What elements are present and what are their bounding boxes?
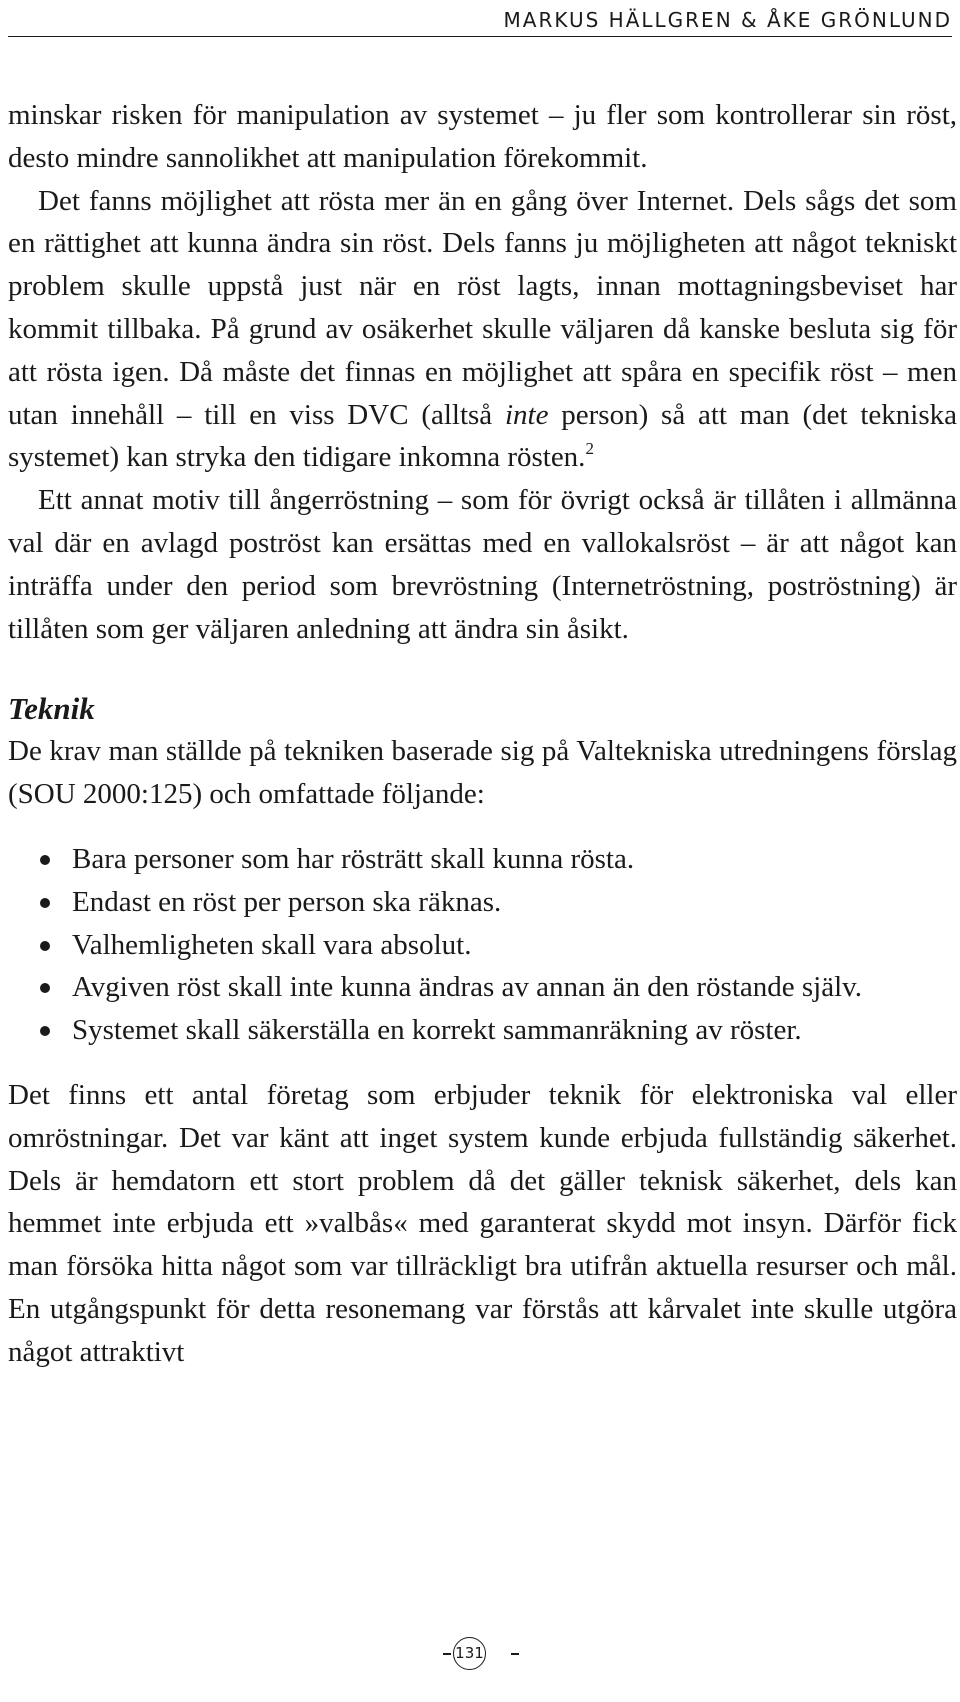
paragraph-1: minskar risken för manipulation av systemet – ju fler som kontrollerar sin röst, desto mindre sannolikhet att manipulation förekommit. bbox=[8, 99, 957, 174]
running-header-authors: MARKUS HÄLLGREN & ÅKE GRÖNLUND bbox=[503, 8, 952, 32]
paragraph-2-text-a: Det fanns möjlighet att rösta mer än en gång över Internet. Dels sågs det som en rättighet att kunna ändra sin röst. Dels fanns ju möjligheten att något tekniskt problem skulle uppstå just när en röst lagts, innan mottagningsbeviset har kommit tillbaka. På grund av osäkerhet skulle väljaren då kanske besluta sig för att rösta igen. Då måste det finnas en möjlighet att spåra en specifik röst – men utan innehåll – till en viss DVC (alltså bbox=[8, 184, 957, 431]
list-item-text: Bara personer som har rösträtt skall kunna rösta. bbox=[72, 842, 635, 875]
bullet-icon bbox=[40, 941, 50, 951]
paragraph-4: De krav man ställde på tekniken baserade sig på Valtekniska utredningens förslag (SOU 2000:125) och omfattade följande: bbox=[8, 735, 957, 811]
page-content bbox=[8, 94, 957, 1374]
list-item-text: Valhemligheten skall vara absolut. bbox=[72, 928, 472, 961]
folio-rule-left bbox=[443, 1653, 451, 1655]
page-number: 131 bbox=[453, 1637, 486, 1670]
list-item bbox=[8, 1009, 957, 1052]
bullet-icon bbox=[40, 1026, 50, 1036]
footnote-marker[interactable]: 2 bbox=[585, 439, 594, 459]
list-item-text: Systemet skall säkerställa en korrekt sammanräkning av röster. bbox=[72, 1014, 802, 1047]
list-item bbox=[8, 966, 957, 1009]
list-item bbox=[8, 881, 957, 924]
paragraph-2-text-b: person) så att man (det tekniska systemet) kan stryka den tidigare inkomna rösten. bbox=[8, 398, 957, 474]
paragraph-2-italic: inte bbox=[504, 398, 549, 431]
running-header bbox=[8, 6, 952, 37]
paragraph-3: Ett annat motiv till ångerröstning – som för övrigt också är tillåten i allmänna val där en avlagd poströst kan ersättas med en vallokalsröst – är att något kan inträffa under den period som brevröstning (Internetröstning, poströstning) är tillåten som ger väljaren anledning att ändra sin åsikt. bbox=[8, 484, 957, 645]
requirements-list bbox=[8, 838, 957, 1052]
bullet-icon bbox=[40, 855, 50, 865]
list-item-text: Endast en röst per person ska räknas. bbox=[72, 885, 502, 918]
page-footer bbox=[0, 1634, 960, 1674]
paragraph-5: Det finns ett antal företag som erbjuder teknik för elektroniska val eller omröstningar. Det var känt att inget system kunde erbjuda fullständig säkerhet. Dels är hemdatorn ett stort problem då det gäller teknisk säkerhet, dels kan hemmet inte erbjuda ett »valbås« med garanterat skydd mot insyn. Därför fick man försöka hitta något som var tillräckligt bra utifrån aktuella resurser och mål. En utgångspunkt för detta resonemang var förstås att kårvalet inte skulle utgöra något attraktivt bbox=[8, 1078, 957, 1368]
paragraph-2 bbox=[8, 180, 957, 480]
folio-rule-right bbox=[511, 1653, 519, 1655]
bullet-icon bbox=[40, 898, 50, 908]
list-item bbox=[8, 838, 957, 881]
list-item-text: Avgiven röst skall inte kunna ändras av annan än den röstande själv. bbox=[72, 971, 863, 1004]
list-item bbox=[8, 924, 957, 967]
section-heading: Teknik bbox=[8, 691, 95, 727]
